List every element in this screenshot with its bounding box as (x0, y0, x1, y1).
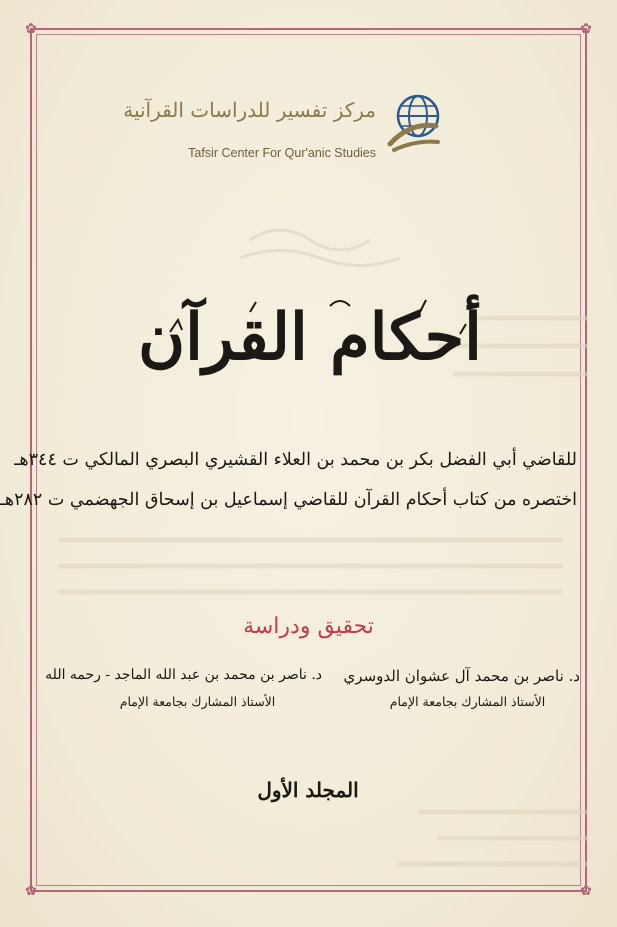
publisher-globe-logo-icon (384, 92, 446, 154)
publisher-name-arabic: مركز تفسير للدراسات القرآنية (123, 98, 376, 122)
abridged-from-line: اختصره من كتاب أحكام القرآن للقاضي إسماعيل بن إسحاق الجهضمي ت ٢٨٢هـ (0, 490, 577, 510)
corner-ornament-icon: ✿ (25, 883, 37, 899)
author-line: للقاضي أبي الفضل بكر بن محمد بن العلاء القشيري البصري المالكي ت ٣٤٤هـ (14, 450, 577, 470)
book-title: أحكام القرآن (138, 300, 482, 375)
corner-ornament-icon: ✿ (25, 21, 37, 37)
publisher-name-english: Tafsir Center For Qur'anic Studies (188, 146, 376, 160)
editor2-role: الأستاذ المشارك بجامعة الإمام (119, 694, 276, 709)
editor1-role: الأستاذ المشارك بجامعة الإمام (389, 694, 546, 709)
volume-label: المجلد الأول (257, 778, 359, 802)
editing-heading: تحقيق ودراسة (243, 614, 374, 639)
editor1-name: د. ناصر بن محمد آل عشوان الدوسري (343, 667, 580, 685)
corner-ornament-icon: ✿ (580, 21, 592, 37)
editor2-name: د. ناصر بن محمد بن عبد الله الماجد - رحمه الله (45, 667, 322, 683)
corner-ornament-icon: ✿ (580, 883, 592, 899)
